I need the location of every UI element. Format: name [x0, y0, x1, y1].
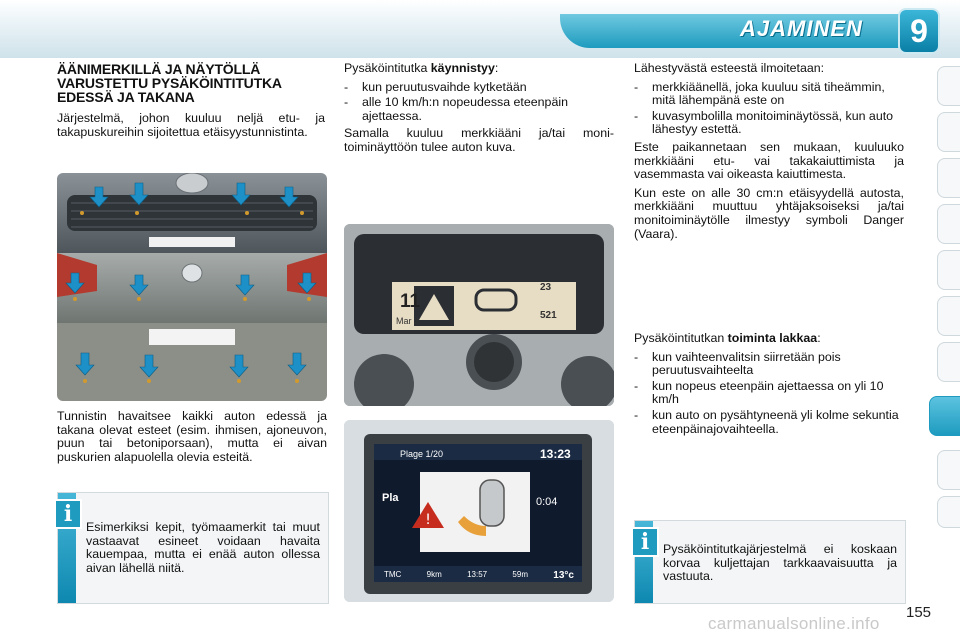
list-item: - kun vaihteenvalitsin siirretään pois peruutusvaihteelta	[634, 351, 904, 378]
multifunction-screen-image	[344, 420, 614, 602]
page-number: 155	[906, 604, 932, 621]
list-item: - merkkiäänellä, joka kuuluu sitä tiheämmin, mitä lähempänä este on	[634, 81, 904, 108]
deactivation-keyword: toiminta lakkaa	[727, 331, 818, 345]
side-tab[interactable]	[937, 112, 960, 152]
info-icon: i	[54, 499, 82, 529]
chapter-title: AJAMINEN	[740, 16, 863, 41]
side-tab[interactable]	[937, 158, 960, 198]
cluster-odometer: 521	[540, 310, 557, 321]
watermark: carmanualsonline.info	[708, 614, 880, 633]
status-item: 13:57	[467, 570, 488, 579]
detection-paragraph: Tunnistin havaitsee kaikki auton edessä ja takana olevat esteet (esim. ihmisen, ajoneuvon, puun tai betoniporsaan), mutta ei aivan puskurien alapuolella olevia esteitä.	[57, 409, 327, 464]
side-tab[interactable]	[937, 204, 960, 244]
status-item: 9km	[426, 570, 442, 579]
close-paragraph: Kun este on alle 30 cm:n etäisyydellä autosta, merkkiääni muuttuu yhtäjaksoiseksi ja/tai monitoiminäytölle ilmestyy symboli Danger (Vaara).	[634, 185, 904, 241]
bumper-sensors-image	[57, 173, 327, 401]
activation-note: Samalla kuuluu merkkiääni ja/tai monitoiminäyttöön tulee auton kuva.	[344, 126, 614, 154]
right-column-lower	[634, 332, 904, 440]
locate-paragraph: Este paikannetaan sen mukaan, kuuluuko merkkiääni etu- vai takakaiuttimista ja vasemmasta vai oikeasta kaiuttimesta.	[634, 139, 904, 182]
deactivation-suffix: :	[817, 331, 821, 345]
list-item: - alle 10 km/h:n nopeudessa eteenpäin ajettaessa.	[344, 96, 614, 123]
left-column	[57, 62, 325, 144]
middle-column	[344, 62, 614, 160]
info-text: Pysäköintitutkajärjestelmä ei koskaan korvaa kuljettajan tarkkaavaisuutta ja vastuuta.	[663, 542, 897, 584]
info-text: Esimerkiksi kepit, työmaamerkit tai muut vastaavat esineet voidaan havaita kauempaa, mutta ei enää auton ollessa aivan lähellä niitä.	[86, 520, 320, 575]
activation-suffix: :	[494, 61, 499, 75]
deactivation-list	[634, 351, 904, 437]
cluster-date: Mar 2	[396, 316, 420, 326]
info-box-right	[634, 520, 906, 604]
side-tab[interactable]	[937, 450, 960, 490]
info-box-left	[57, 492, 329, 604]
side-tab[interactable]	[937, 342, 960, 382]
right-column	[634, 62, 904, 246]
screen-row-left: Pla	[382, 492, 399, 504]
list-item: - kun auto on pysähtyneenä yli kolme sekuntia eteenpäinajovaihteella.	[634, 409, 904, 436]
list-item: - kun nopeus eteenpäin ajettaessa on yli 10 km/h	[634, 380, 904, 407]
deactivation-heading	[634, 332, 904, 346]
status-item: 59m	[512, 570, 528, 579]
intro-paragraph: Järjestelmä, johon kuuluu neljä etu- ja takapuskureihin sijoitettua etäisyystunnistinta.	[57, 111, 325, 139]
activation-keyword: käynnistyy	[430, 61, 495, 75]
cluster-number: 11	[400, 291, 421, 312]
side-tab[interactable]	[937, 296, 960, 336]
instrument-cluster-image	[344, 224, 614, 406]
status-item: 13°c	[553, 570, 574, 581]
screen-status-bar	[384, 570, 574, 581]
left-column-lower	[57, 410, 327, 469]
svg-text:!: !	[425, 512, 431, 528]
activation-prefix: Pysäköintitutka	[344, 61, 431, 75]
status-item: TMC	[384, 570, 402, 579]
info-icon: i	[631, 527, 659, 557]
approach-intro: Lähestyvästä esteestä ilmoitetaan:	[634, 61, 825, 75]
list-item: - kuvasymbolilla monitoiminäytössä, kun auto lähestyy estettä.	[634, 110, 904, 137]
deactivation-prefix: Pysäköintitutkan	[634, 331, 728, 345]
approach-list	[634, 81, 904, 137]
screen-side-time: 0:04	[536, 496, 558, 508]
page-header	[0, 0, 960, 58]
chapter-side-tabs	[938, 66, 960, 506]
activation-list	[344, 81, 614, 124]
activation-heading	[344, 62, 614, 76]
side-tab[interactable]	[937, 496, 960, 528]
cluster-temp: 23	[540, 282, 552, 293]
screen-clock: 13:23	[540, 447, 571, 461]
side-tab[interactable]	[937, 66, 960, 106]
screen-page: Plage 1/20	[400, 449, 444, 459]
section-heading: ÄÄNIMERKILLÄ JA NÄYTÖLLÄ VARUSTETTU PYSÄKÖINTITUTKA EDESSÄ JA TAKANA	[57, 61, 282, 105]
chapter-number-badge: 9	[900, 10, 938, 52]
side-tab[interactable]	[937, 250, 960, 290]
list-item: - kun peruutusvaihde kytketään	[344, 81, 614, 95]
side-tab-active[interactable]	[929, 396, 960, 436]
